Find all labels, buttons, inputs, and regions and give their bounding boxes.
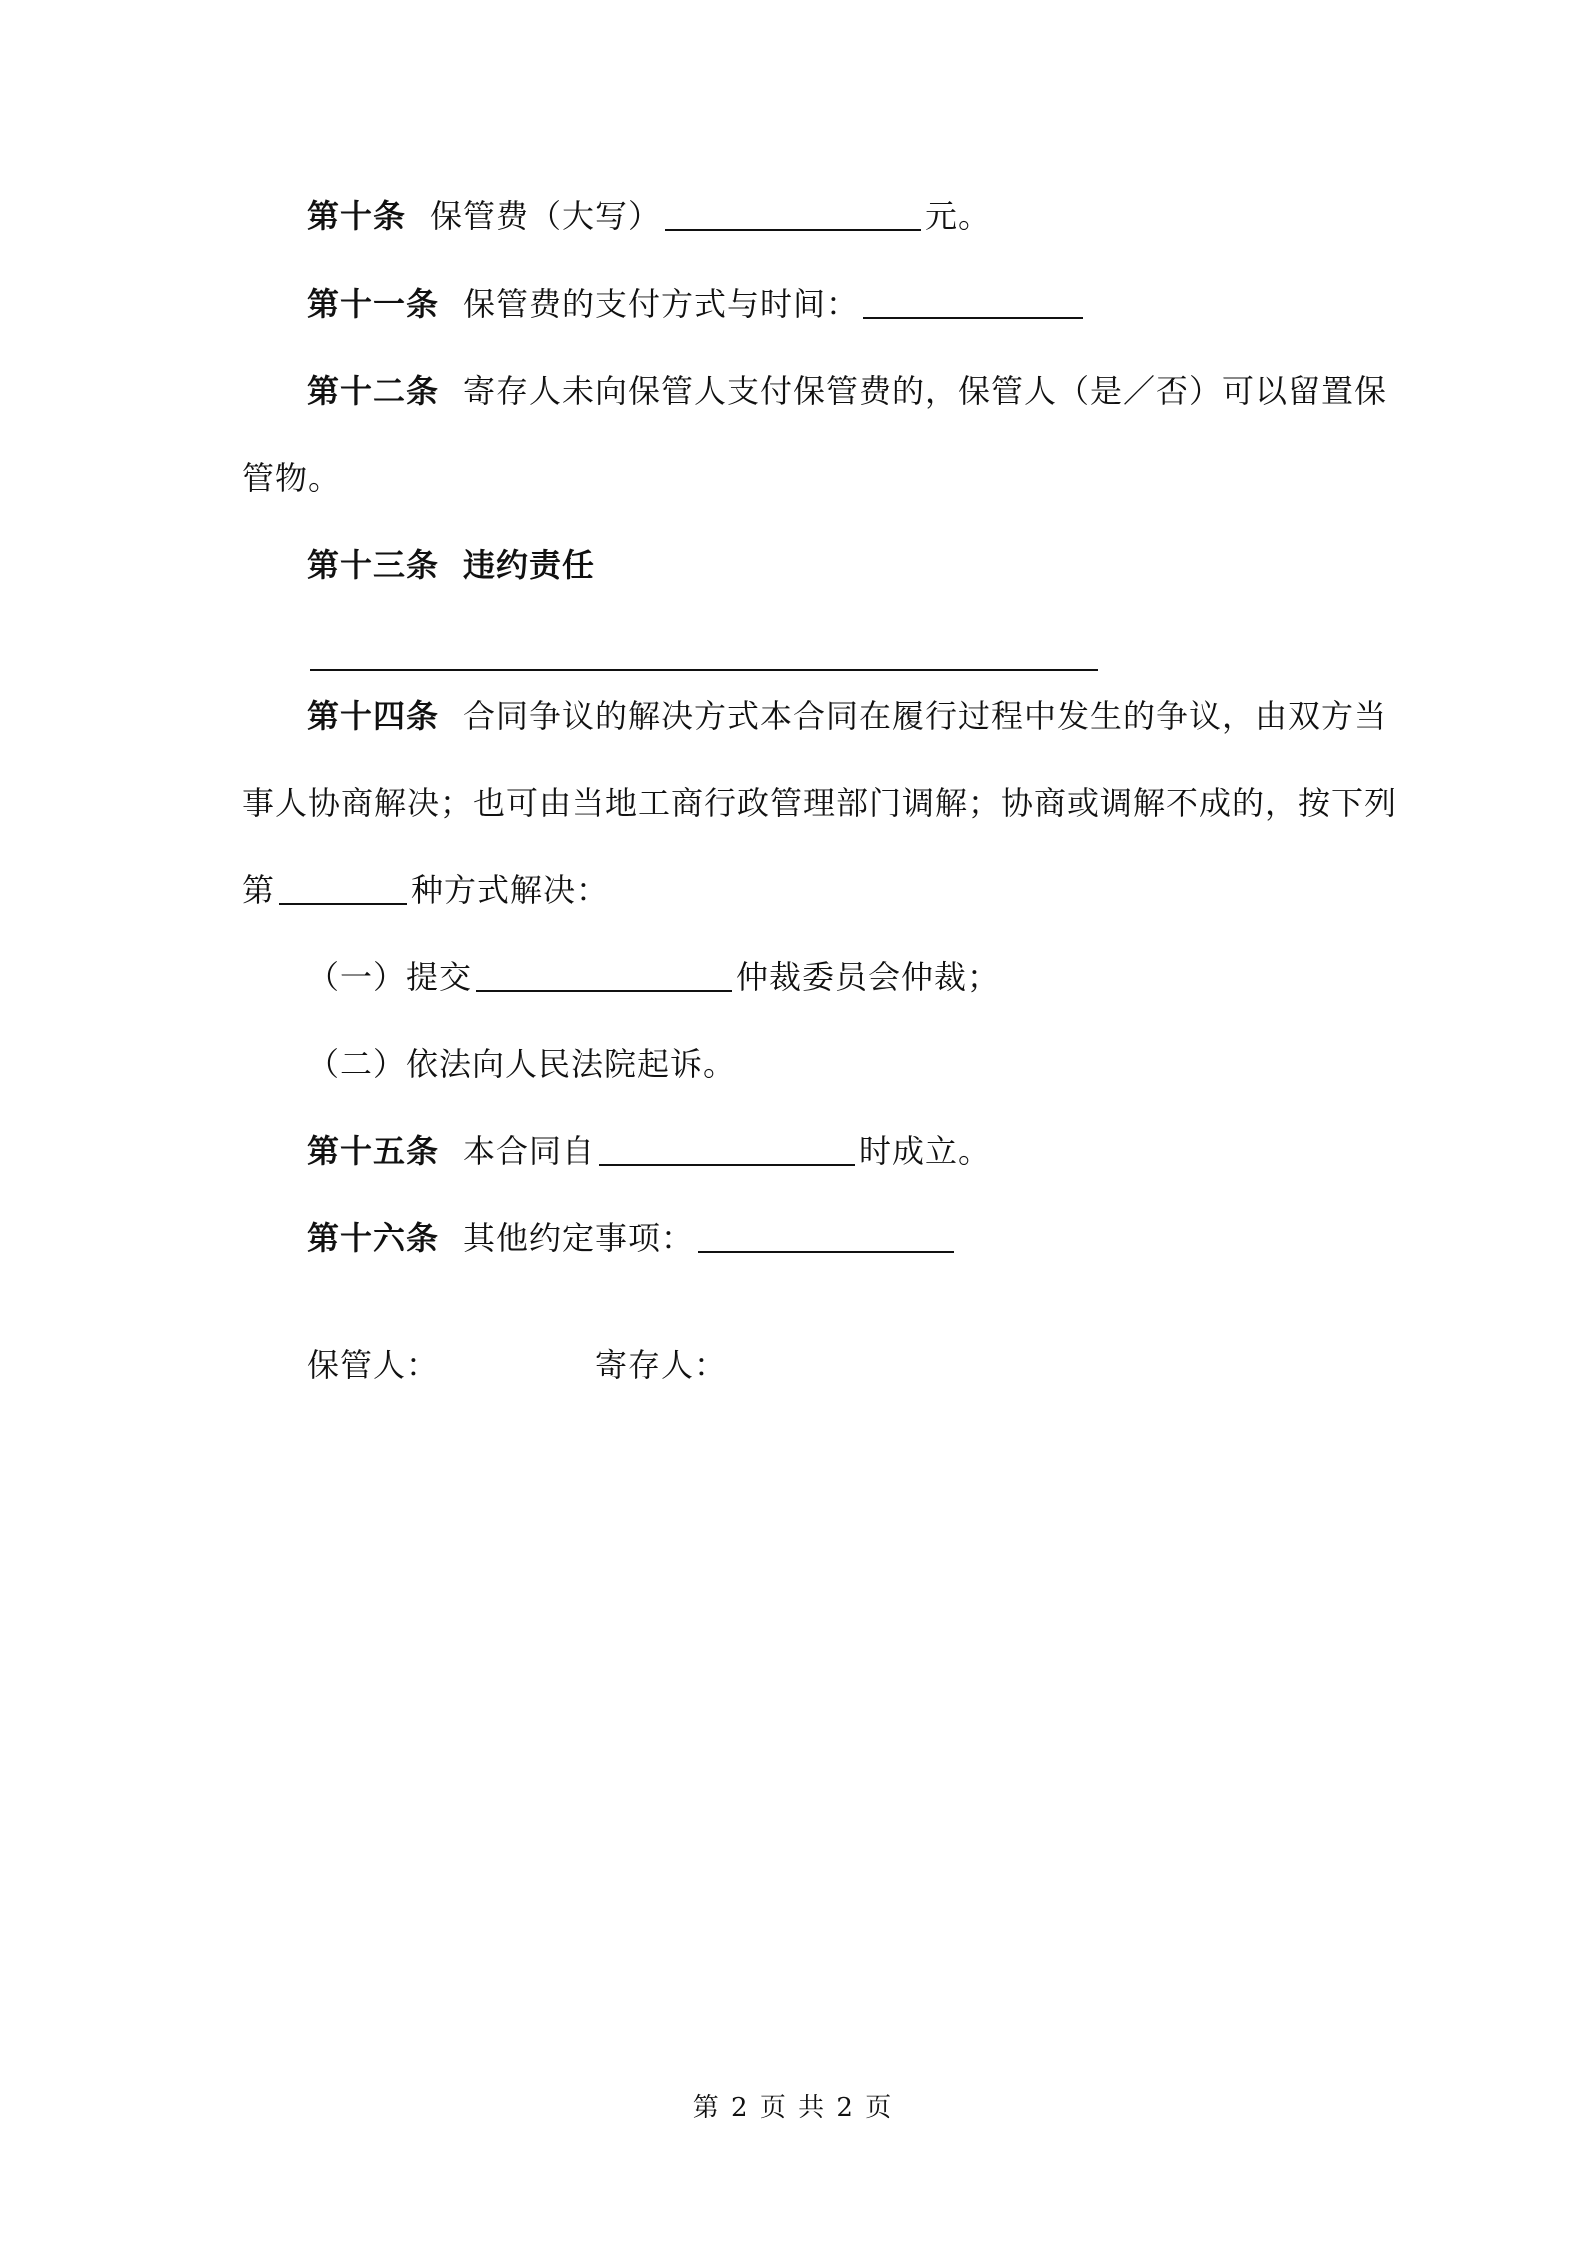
article-14-cont2-prefix: 第	[242, 871, 276, 909]
option-1-prefix: （一）提交	[307, 958, 473, 996]
article-14-continued-1	[242, 783, 1397, 823]
effective-time-blank[interactable]	[599, 1134, 855, 1166]
article-15-text: 本合同自	[463, 1132, 596, 1170]
page-number: 第 2 页 共 2 页	[692, 2093, 894, 2123]
article-14-cont1: 事人协商解决；也可由当地工商行政管理部门调解；协商或调解不成的，按下列	[242, 784, 1398, 822]
custodian-signature	[307, 1345, 439, 1385]
article-11	[307, 284, 1087, 324]
storage-fee-blank[interactable]	[665, 199, 921, 231]
article-13	[307, 545, 595, 585]
article-10-label: 第十条	[307, 197, 407, 235]
article-10-suffix: 元。	[925, 197, 992, 235]
liability-blank-line[interactable]	[310, 669, 1098, 671]
depositor-label: 寄存人：	[595, 1346, 728, 1384]
article-13-label: 第十三条	[307, 546, 440, 584]
article-10-text: 保管费（大写）	[430, 197, 662, 235]
article-16	[307, 1218, 958, 1258]
article-15	[307, 1131, 991, 1171]
option-1-suffix: 仲裁委员会仲裁；	[736, 958, 1001, 996]
article-14-option-1	[307, 957, 1000, 997]
article-10	[307, 196, 991, 236]
article-16-text: 其他约定事项：	[463, 1219, 695, 1257]
article-12-text: 寄存人未向保管人支付保管费的，保管人（是／否）可以留置保	[463, 372, 1388, 410]
article-14-continued-2	[242, 870, 609, 910]
resolution-method-blank[interactable]	[279, 873, 407, 905]
article-11-text: 保管费的支付方式与时间：	[463, 285, 860, 323]
article-15-label: 第十五条	[307, 1132, 440, 1170]
article-14	[307, 696, 1387, 736]
article-15-suffix: 时成立。	[859, 1132, 992, 1170]
arbitration-committee-blank[interactable]	[476, 960, 732, 992]
option-2-text: （二）依法向人民法院起诉。	[307, 1045, 737, 1083]
article-12-cont: 管物。	[242, 459, 342, 497]
depositor-signature	[595, 1345, 727, 1385]
article-13-text: 违约责任	[463, 546, 596, 584]
page-footer	[0, 2092, 1586, 2124]
article-14-label: 第十四条	[307, 697, 440, 735]
article-11-label: 第十一条	[307, 285, 440, 323]
payment-method-blank[interactable]	[863, 287, 1083, 319]
article-12-continued	[242, 458, 341, 498]
article-14-text: 合同争议的解决方式本合同在履行过程中发生的争议，由双方当	[463, 697, 1388, 735]
article-14-cont2-suffix: 种方式解决：	[411, 871, 610, 909]
article-16-label: 第十六条	[307, 1219, 440, 1257]
other-matters-blank[interactable]	[698, 1221, 954, 1253]
article-12	[307, 371, 1387, 411]
article-12-label: 第十二条	[307, 372, 440, 410]
custodian-label: 保管人：	[307, 1346, 440, 1384]
article-14-option-2	[307, 1044, 736, 1084]
